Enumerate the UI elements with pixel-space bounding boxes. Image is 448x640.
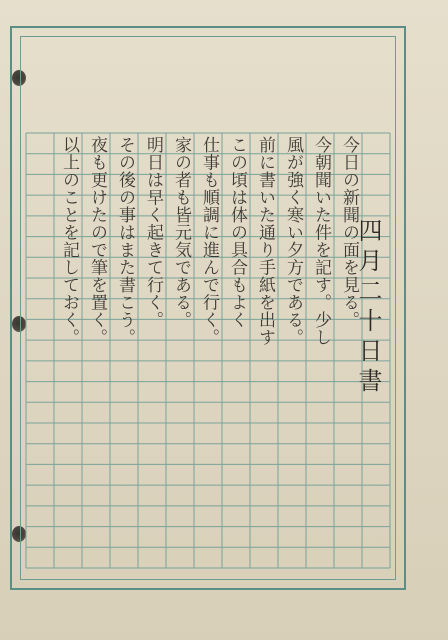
text-column: 風が強く寒い夕方である。 (283, 136, 303, 346)
text-column: 家の者も皆元気である。 (171, 136, 191, 329)
text-column: 仕事も順調に進んで行く。 (199, 136, 219, 346)
text-column: 明日は早く起きて行く。 (143, 136, 163, 329)
text-column: 前に書いた通り手紙を出す (255, 136, 275, 346)
text-column: その後の事はまた書こう。 (115, 136, 135, 346)
text-column: この頃は体の具合もよく (227, 136, 247, 329)
text-column: 以上のことを記しておく。 (59, 136, 79, 346)
text-column: 今朝聞いた件を記す。少し (311, 136, 331, 346)
author-signature: 四月二十日書 (354, 218, 382, 398)
text-column: 夜も更けたので筆を置く。 (87, 136, 107, 346)
text-column: 今日の新聞の面を見る。 (339, 136, 359, 329)
